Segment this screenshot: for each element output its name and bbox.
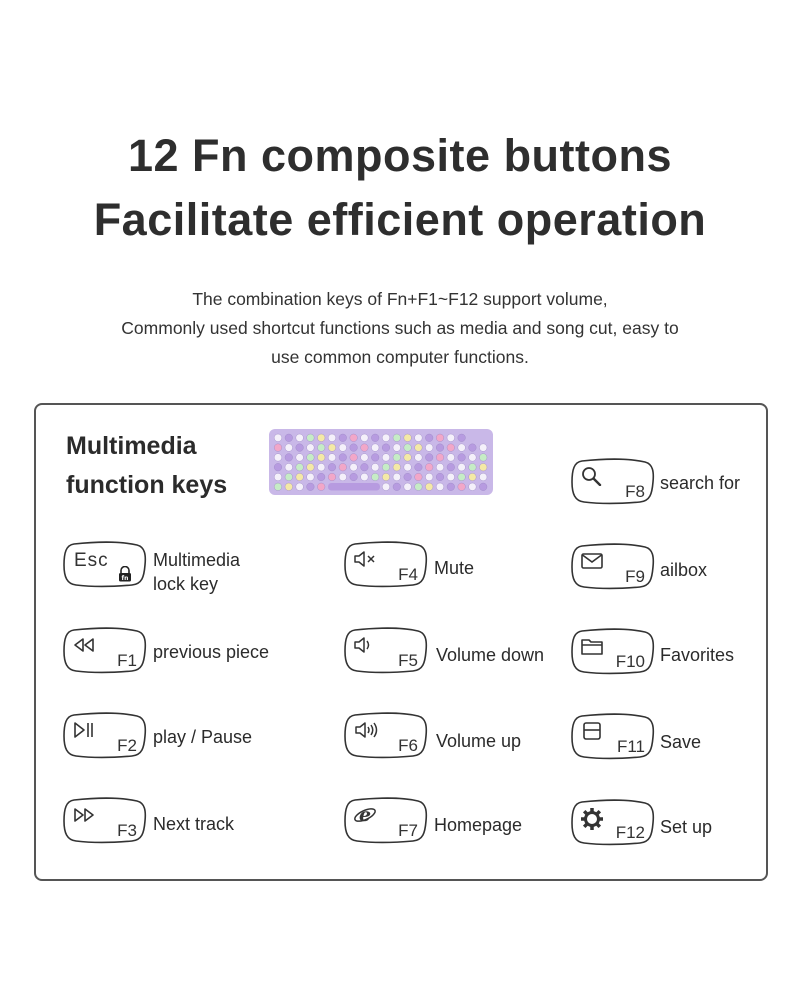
f3-key-label: F3 [117,821,137,840]
f2-key-description: play / Pause [153,727,253,747]
keyboard-keycap [458,444,466,452]
keyboard-keycap [328,454,336,462]
keyboard-keycap [458,483,466,491]
keyboard-keycap [382,444,390,452]
keyboard-keycap [317,444,325,452]
lock-icon [118,566,132,582]
f7-key-label: F7 [398,821,418,840]
keyboard-keycap [350,434,358,442]
keyboard-keycap [317,434,325,442]
keyboard-keycap [382,483,390,491]
keyboard-keycap [285,473,293,481]
f6-key [343,712,428,759]
f4-key-description: Mute [434,558,475,578]
svg-text:fn: fn [121,575,129,582]
keyboard-keycap [274,473,282,481]
keyboard-keycap [469,454,477,462]
headline-line-1: 12 Fn composite buttons [127,130,673,181]
keyboard-keycap [371,434,379,442]
play-pause-icon [72,720,96,740]
svg-text:e: e [358,805,372,825]
keyboard-keycap [296,473,304,481]
keyboard-keycap [382,434,390,442]
keyboard-keycap [382,454,390,462]
f4-key-label: F4 [398,565,418,584]
keyboard-keycap [317,463,325,471]
keyboard-keycap [415,483,423,491]
keyboard-keycap [393,473,401,481]
f4-key [343,541,428,588]
keyboard-spacebar [328,483,380,491]
keyboard-keycap [361,454,369,462]
keyboard-keycap [469,483,477,491]
keyboard-keycap [393,483,401,491]
volume-down-icon [353,635,377,655]
keyboard-keycap [458,473,466,481]
keyboard-keycap [361,434,369,442]
keyboard-keycap [436,483,444,491]
keyboard-keycap [317,454,325,462]
keyboard-image [268,428,494,501]
f9-key-label: F9 [625,567,645,586]
keyboard-keycap [285,454,293,462]
keyboard-keycap [425,434,433,442]
f11-key [570,713,655,760]
keyboard-keycap [404,434,412,442]
f8-key-description: search for [660,473,741,493]
keyboard-keycap [307,454,315,462]
keyboard-keycap [415,434,423,442]
keyboard-keycap [415,454,423,462]
keyboard-keycap [371,454,379,462]
keyboard-keycap [296,463,304,471]
mail-icon [580,551,604,571]
mute-icon [353,549,377,569]
keyboard-keycap [361,444,369,452]
save-icon [580,721,604,741]
keyboard-keycap [328,473,336,481]
f10-key [570,628,655,675]
subtitle-line-3: use common computer functions. [271,347,529,367]
f10-key-label: F10 [615,652,645,671]
gear-icon [580,807,604,831]
esc-desc-line-1: Multimedia [153,550,241,570]
keyboard-keycap [307,463,315,471]
keyboard-keycap [274,483,282,491]
fast-forward-icon [72,805,96,825]
keyboard-keycap [285,483,293,491]
browser-icon [353,805,377,825]
keyboard-keycap [371,444,379,452]
keyboard-keycap [436,463,444,471]
keyboard-keycap [458,454,466,462]
keyboard-keycap [447,463,455,471]
f3-key-description: Next track [153,814,235,834]
keyboard-keycap [350,473,358,481]
keyboard-keycap [371,473,379,481]
f5-key-description: Volume down [436,645,545,665]
esc-key-label: Esc [74,550,109,571]
f12-key-description: Set up [660,817,713,837]
f10-key-description: Favorites [660,645,735,665]
keyboard-keycap [317,473,325,481]
keyboard-keycap [447,483,455,491]
f8-key [570,458,655,505]
keyboard-keycap [350,454,358,462]
keyboard-keycap [382,473,390,481]
f6-key-description: Volume up [436,731,522,751]
keyboard-keycap [371,463,379,471]
keyboard-keycap [339,463,347,471]
keyboard-keycap [328,434,336,442]
f2-key [62,712,147,759]
keyboard-keycap [415,463,423,471]
f5-key-label: F5 [398,651,418,670]
keyboard-keycap [425,483,433,491]
keyboard-keycap [436,444,444,452]
keyboard-keycap [447,444,455,452]
keyboard-keycap [404,483,412,491]
f1-key-description: previous piece [153,642,270,662]
keyboard-keycap [469,463,477,471]
keyboard-keycap [393,434,401,442]
keyboard-keycap [447,454,455,462]
keyboard-keycap [350,444,358,452]
keyboard-keycap [404,454,412,462]
keyboard-keycap [393,463,401,471]
keyboard-keycap [393,444,401,452]
f3-key [62,797,147,844]
keyboard-keycap [469,473,477,481]
keyboard-keycap [479,444,487,452]
keyboard-keycap [404,473,412,481]
keyboard-keycap [274,434,282,442]
panel-title-line-2: function keys [66,471,228,499]
keyboard-keycap [469,444,477,452]
esc-key [62,541,147,588]
keyboard-keycap [296,434,304,442]
keyboard-keycap [425,463,433,471]
keyboard-keycap [274,444,282,452]
keyboard-keycap [307,434,315,442]
keyboard-keycap [404,463,412,471]
keyboard-keycap [479,483,487,491]
f5-key [343,627,428,674]
keyboard-keycap [447,434,455,442]
keyboard-keycap [317,483,325,491]
keyboard-keycap [339,473,347,481]
keyboard-keycap [361,473,369,481]
keyboard-keycap [350,463,358,471]
keyboard-keycap [285,444,293,452]
keyboard-keycap [436,473,444,481]
keyboard-keycap [339,454,347,462]
f11-key-description: Save [660,732,702,752]
keyboard-keycap [447,473,455,481]
search-icon [580,466,604,486]
keyboard-keycap [307,483,315,491]
keyboard-keycap [307,473,315,481]
keyboard-keycap [415,473,423,481]
keyboard-keycap [296,444,304,452]
keyboard-keycap [458,463,466,471]
esc-key-description [153,548,240,596]
keyboard-keycap [339,444,347,452]
keyboard-keycap [328,444,336,452]
keyboard-keycap [479,473,487,481]
rewind-icon [72,635,96,655]
f12-key [570,799,655,846]
f1-key-label: F1 [117,651,137,670]
folder-icon [580,636,604,656]
f8-key-label: F8 [625,482,645,501]
keyboard-keycap [382,463,390,471]
panel-title-line-1: Multimedia [66,432,197,460]
f2-key-label: F2 [117,736,137,755]
f9-key-description: ailbox [660,560,708,580]
esc-desc-line-2: lock key [153,574,219,594]
keyboard-keycap [436,434,444,442]
keyboard-keycap [425,473,433,481]
keyboard-keycap [361,463,369,471]
keyboard-keycap [296,454,304,462]
headline-line-2: Facilitate efficient operation [93,194,707,245]
keyboard-keycap [425,454,433,462]
keyboard-keycap [479,463,487,471]
keyboard-keycap [274,463,282,471]
f7-key [343,797,428,844]
f1-key [62,627,147,674]
keyboard-keycap [425,444,433,452]
keyboard-illustration [268,428,494,496]
subtitle-line-2: Commonly used shortcut functions such as media and song cut, easy to [121,318,679,338]
keyboard-keycap [393,454,401,462]
keyboard-keycap [307,444,315,452]
f11-key-label: F11 [616,737,645,756]
f6-key-label: F6 [398,736,418,755]
f7-key-description: Homepage [434,815,523,835]
keyboard-keycap [328,463,336,471]
keyboard-keycap [339,434,347,442]
volume-up-icon [353,720,381,740]
keyboard-keycap [296,483,304,491]
keyboard-keycap [436,454,444,462]
f12-key-label: F12 [615,823,645,842]
subtitle-line-1: The combination keys of Fn+F1~F12 support volume, [192,289,608,309]
f9-key [570,543,655,590]
keyboard-keycap [479,454,487,462]
keyboard-keycap [404,444,412,452]
keyboard-keycap [458,434,466,442]
keyboard-keycap [285,463,293,471]
keyboard-keycap [285,434,293,442]
keyboard-keycap [415,444,423,452]
keyboard-keycap [274,454,282,462]
